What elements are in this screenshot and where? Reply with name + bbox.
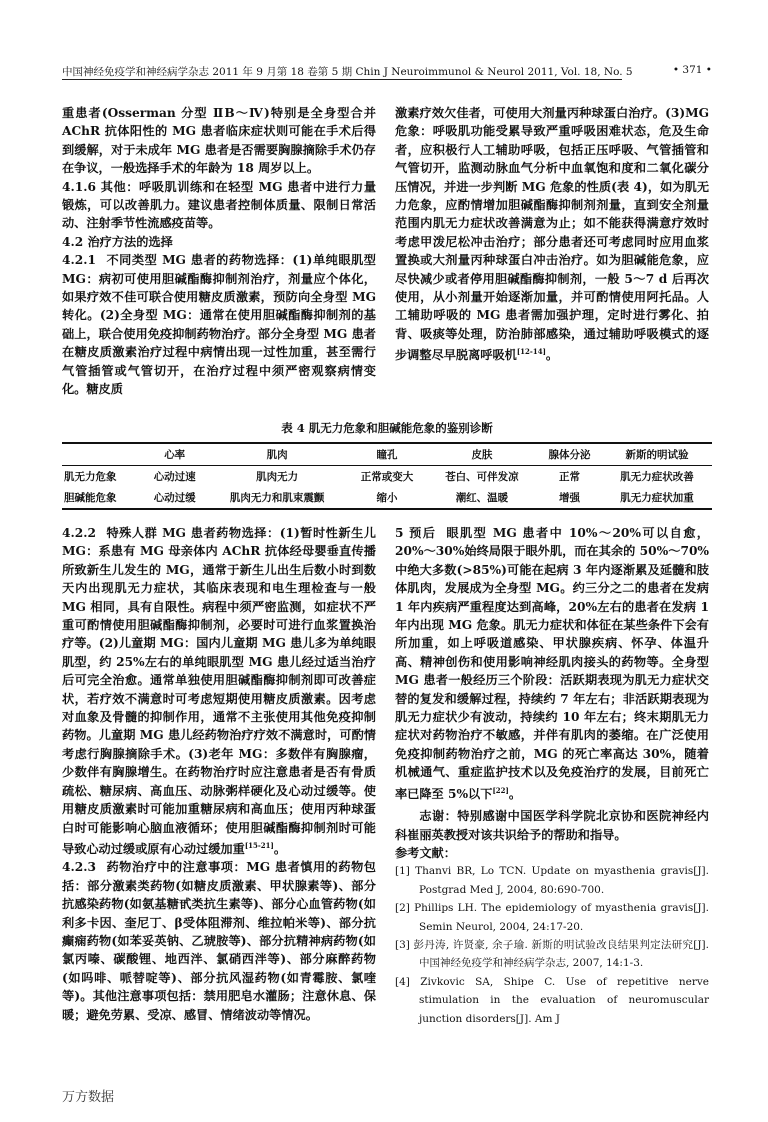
header-cell: 腺体分泌 [548, 449, 591, 461]
cell: 正常 [558, 471, 580, 483]
section-4-2-1: 4.2.1 不同类型 MG 患者的药物选择：(1)单纯眼肌型 MG：病初可使用胆碱酯酶抑制剂治疗，剂量应个体化，如果疗效不佳可联合使用糖皮质激素，预防向全身型 MG 转化。(2)全身型 MG：通常在使用胆碱酯酶抑制剂的基础上，联合使用免疫抑制药物治疗。部分全身型 MG 患者在糖皮质激素治疗过程中病情出现一过性加重，甚至需行气管插管或气管切开，在治疗过程中须严密观察病情变化。糖皮质 [62, 253, 376, 397]
right-column-bottom [395, 524, 709, 1028]
header-cell: 皮肤 [471, 449, 493, 461]
right-column-top [395, 104, 709, 365]
cell: 心动过缓 [153, 492, 196, 504]
journal-citation: 中国神经免疫学和神经病学杂志 2011 年 9 月第 18 卷第 5 期 Chin J Neuroimmunol & Neurol 2011, Vol. 18, No. 5 [62, 66, 633, 78]
citation: [12-14] [516, 347, 546, 357]
header-cell [62, 443, 142, 466]
cell: 苍白、可伴发凉 [445, 471, 519, 483]
citation: [15-21] [244, 840, 274, 850]
cell: 潮红、温暖 [455, 492, 509, 504]
section-heading: 4.1.6 其他 [62, 179, 127, 194]
header-cell: 心率 [164, 449, 186, 461]
cell: 肌肉无力和肌束震颤 [229, 492, 325, 504]
left-column-bottom [62, 524, 376, 1024]
paragraph: 重患者(Osserman 分型 ⅡB～Ⅳ)特别是全身型合并 AChR 抗体阳性的 MG 患者临床症状则可能在手术后得到缓解，对于未成年 MG 患者是否需要胸腺摘除手术仍存在争议，一般选择手术的年龄为 18 周岁以上。 [62, 106, 376, 176]
cell: 缩小 [376, 492, 398, 504]
cell: 肌无力症状加重 [620, 492, 694, 504]
header-cell: 肌肉 [266, 449, 288, 461]
cell: 肌无力症状改善 [620, 471, 694, 483]
section-4-2-2: 4.2.2 特殊人群 MG 患者药物选择：(1)暂时性新生儿 MG：系患有 MG 母亲体内 AChR 抗体经母婴垂直传播所致新生儿发生的 MG，通常于新生儿出生后数小时到数天内出现肌无力症状，其临床表现和电生理检查与一般 MG 相同，具有自限性。病程中须严密监测，如症状不严重可酌情使用胆碱酯酶抑制剂，必要时可进行血浆置换治疗等。(2)儿童期 MG：国内儿童期 MG 患儿多为单纯眼肌型，约 25%左右的单纯眼肌型 MG 患儿经过适当治疗后可完全治愈。通常单独使用胆碱酯酶抑制剂即可改善症状，若疗效不满意时可考虑短期使用糖皮质激素。因考虑对血象及骨髓的抑制作用，通常不主张使用其他免疫抑制药物。儿童期 MG 患儿经药物治疗疗效不满意时，可酌情考虑行胸腺摘除手术。(3)老年 MG：多数伴有胸腺瘤，少数伴有胸腺增生。在药物治疗时应注意患者是否有骨质疏松、糖尿病、高血压、动脉粥样硬化及心动过缓等。使用糖皮质激素时可能加重糖尿病和高血压；使用丙种球蛋白时可能影响心脑血液循环；使用胆碱酯酶抑制剂时可能导致心动过缓或原有心动过缓加重[15-21]。 [62, 526, 376, 856]
reference-item: [4] Zivkovic SA, Shipe C. Use of repetitive nerve stimulation in the evaluation of neuromuscular junction disorders[J]. Am J [395, 975, 709, 1025]
reference-item: [1] Thanvi BR, Lo TCN. Update on myasthenia gravis[J]. Postgrad Med J, 2004, 80:690-700. [395, 865, 709, 896]
page-number: • 371 • [672, 64, 712, 76]
differential-diagnosis-table [62, 442, 712, 510]
cell: 增强 [558, 492, 580, 504]
cell: 正常或变大 [360, 471, 414, 483]
cell: 心动过速 [153, 471, 196, 483]
table-row [62, 466, 712, 488]
section-4-2-3: 4.2.3 药物治疗中的注意事项：MG 患者慎用的药物包括：部分激素类药物(如糖皮质激素、甲状腺素等)、部分抗感染药物(如氨基糖甙类抗生素等)、部分心血管药物(如利多卡因、奎尼丁、β受体阻滞剂、维拉帕米等)、部分抗癫痫药物(如苯妥英钠、乙琥胺等)、部分抗精神病药物(如氯丙嗪、碳酸锂、地西泮、氯硝西泮等)、部分麻醉药物(如吗啡、哌替啶等)、部分抗风湿药物(如青霉胺、氯喹等)。其他注意事项包括：禁用肥皂水灌肠；注意休息、保暖；避免劳累、受凉、感冒、情绪波动等情况。 [62, 860, 376, 1022]
references-heading: 参考文献： [395, 845, 456, 860]
paragraph: 激素疗效欠佳者，可使用大剂量丙种球蛋白治疗。(3)MG 危象：呼吸肌功能受累导致严重呼吸困难状态，危及生命者，应积极行人工辅助呼吸，包括正压呼吸、气管插管和气管切开，监测动脉血气分析中血氧饱和度和二氧化碳分压情况，并进一步判断 MG 危象的性质(表 4)，如为肌无力危象，应酌情增加胆碱酯酶抑制剂剂量，直到安全剂量范围内肌无力症状改善满意为止；如不能获得满意疗效时考虑甲泼尼松冲击治疗；部分患者还可考虑同时应用血浆置换或大剂量丙种球蛋白冲击治疗。如为胆碱能危象，应尽快减少或者停用胆碱酯酶抑制剂，一般 5～7 d 后再次使用，从小剂量开始逐渐加量，并可酌情使用阿托品。人工辅助呼吸的 MG 患者需加强护理，定时进行雾化、拍背、吸痰等处理，防治肺部感染，通过辅助呼吸模式的逐步调整尽早脱离呼吸机[12-14]。 [395, 106, 709, 363]
table-row [62, 487, 712, 509]
reference-item: [2] Phillips LH. The epidemiology of myasthenia gravis[J]. Semin Neurol, 2004, 24:17-20. [395, 902, 709, 933]
header-cell: 瞳孔 [376, 449, 398, 461]
section-5-prognosis: 5 预后 眼肌型 MG 患者中 10%～20%可以自愈，20%～30%始终局限于眼外肌，而在其余的 50%～70%中绝大多数(>85%)可能在起病 3 年内逐渐累及延髓和肢体肌肉，发展成为全身型 MG。约三分之二的患者在发病 1 年内疾病严重程度达到高峰，20%左右的患者在发病 1 年内出现 MG 危象。肌无力症状和体征在某些条件下会有所加重，如上呼吸道感染、甲状腺疾病、怀孕、体温升高、精神创伤和使用影响神经肌肉接头的药物等。全身型 MG 患者一般经历三个阶段：活跃期表现为肌无力症状交替的复发和缓解过程，持续约 7 年左右；非活跃期表现为肌无力症状少有波动，持续约 10 年左右；终末期肌无力症状对药物治疗不敏感，并伴有肌肉的萎缩。在广泛使用免疫抑制药物治疗之前，MG 的死亡率高达 30%，随着机械通气、重症监护技术以及免疫治疗的发展，目前死亡率已降至 5%以下[22]。 [395, 526, 709, 801]
citation: [22] [492, 785, 509, 795]
table-header-row [62, 443, 712, 466]
table-4 [62, 420, 712, 510]
reference-item: [3] 彭丹涛, 许贤豪, 余子瑜. 新斯的明试验改良结果判定法研究[J]. 中国神经免疫学和神经病学杂志, 2007, 14:1-3. [395, 939, 709, 970]
cell: 肌无力危象 [64, 471, 117, 483]
acknowledgement: 志谢：特别感谢中国医学科学院北京协和医院神经内科崔丽英教授对该共识给予的帮助和指导。 [395, 809, 709, 842]
section-heading: 4.2 治疗方法的选择 [62, 234, 173, 249]
cell: 胆碱能危象 [64, 492, 117, 504]
header-rule [62, 79, 622, 80]
watermark-footer: 万方数据 [62, 1090, 115, 1105]
section-4-1-6: 4.1.6 其他：呼吸肌训练和在轻型 MG 患者中进行力量锻炼，可以改善肌力。建议患者控制体质量、限制日常活动、注射季节性流感疫苗等。 [62, 179, 377, 231]
table-caption: 表 4 肌无力危象和胆碱能危象的鉴别诊断 [281, 421, 493, 435]
header-cell: 新斯的明试验 [625, 449, 689, 461]
left-column-top [62, 104, 376, 399]
cell: 肌肉无力 [256, 471, 299, 483]
